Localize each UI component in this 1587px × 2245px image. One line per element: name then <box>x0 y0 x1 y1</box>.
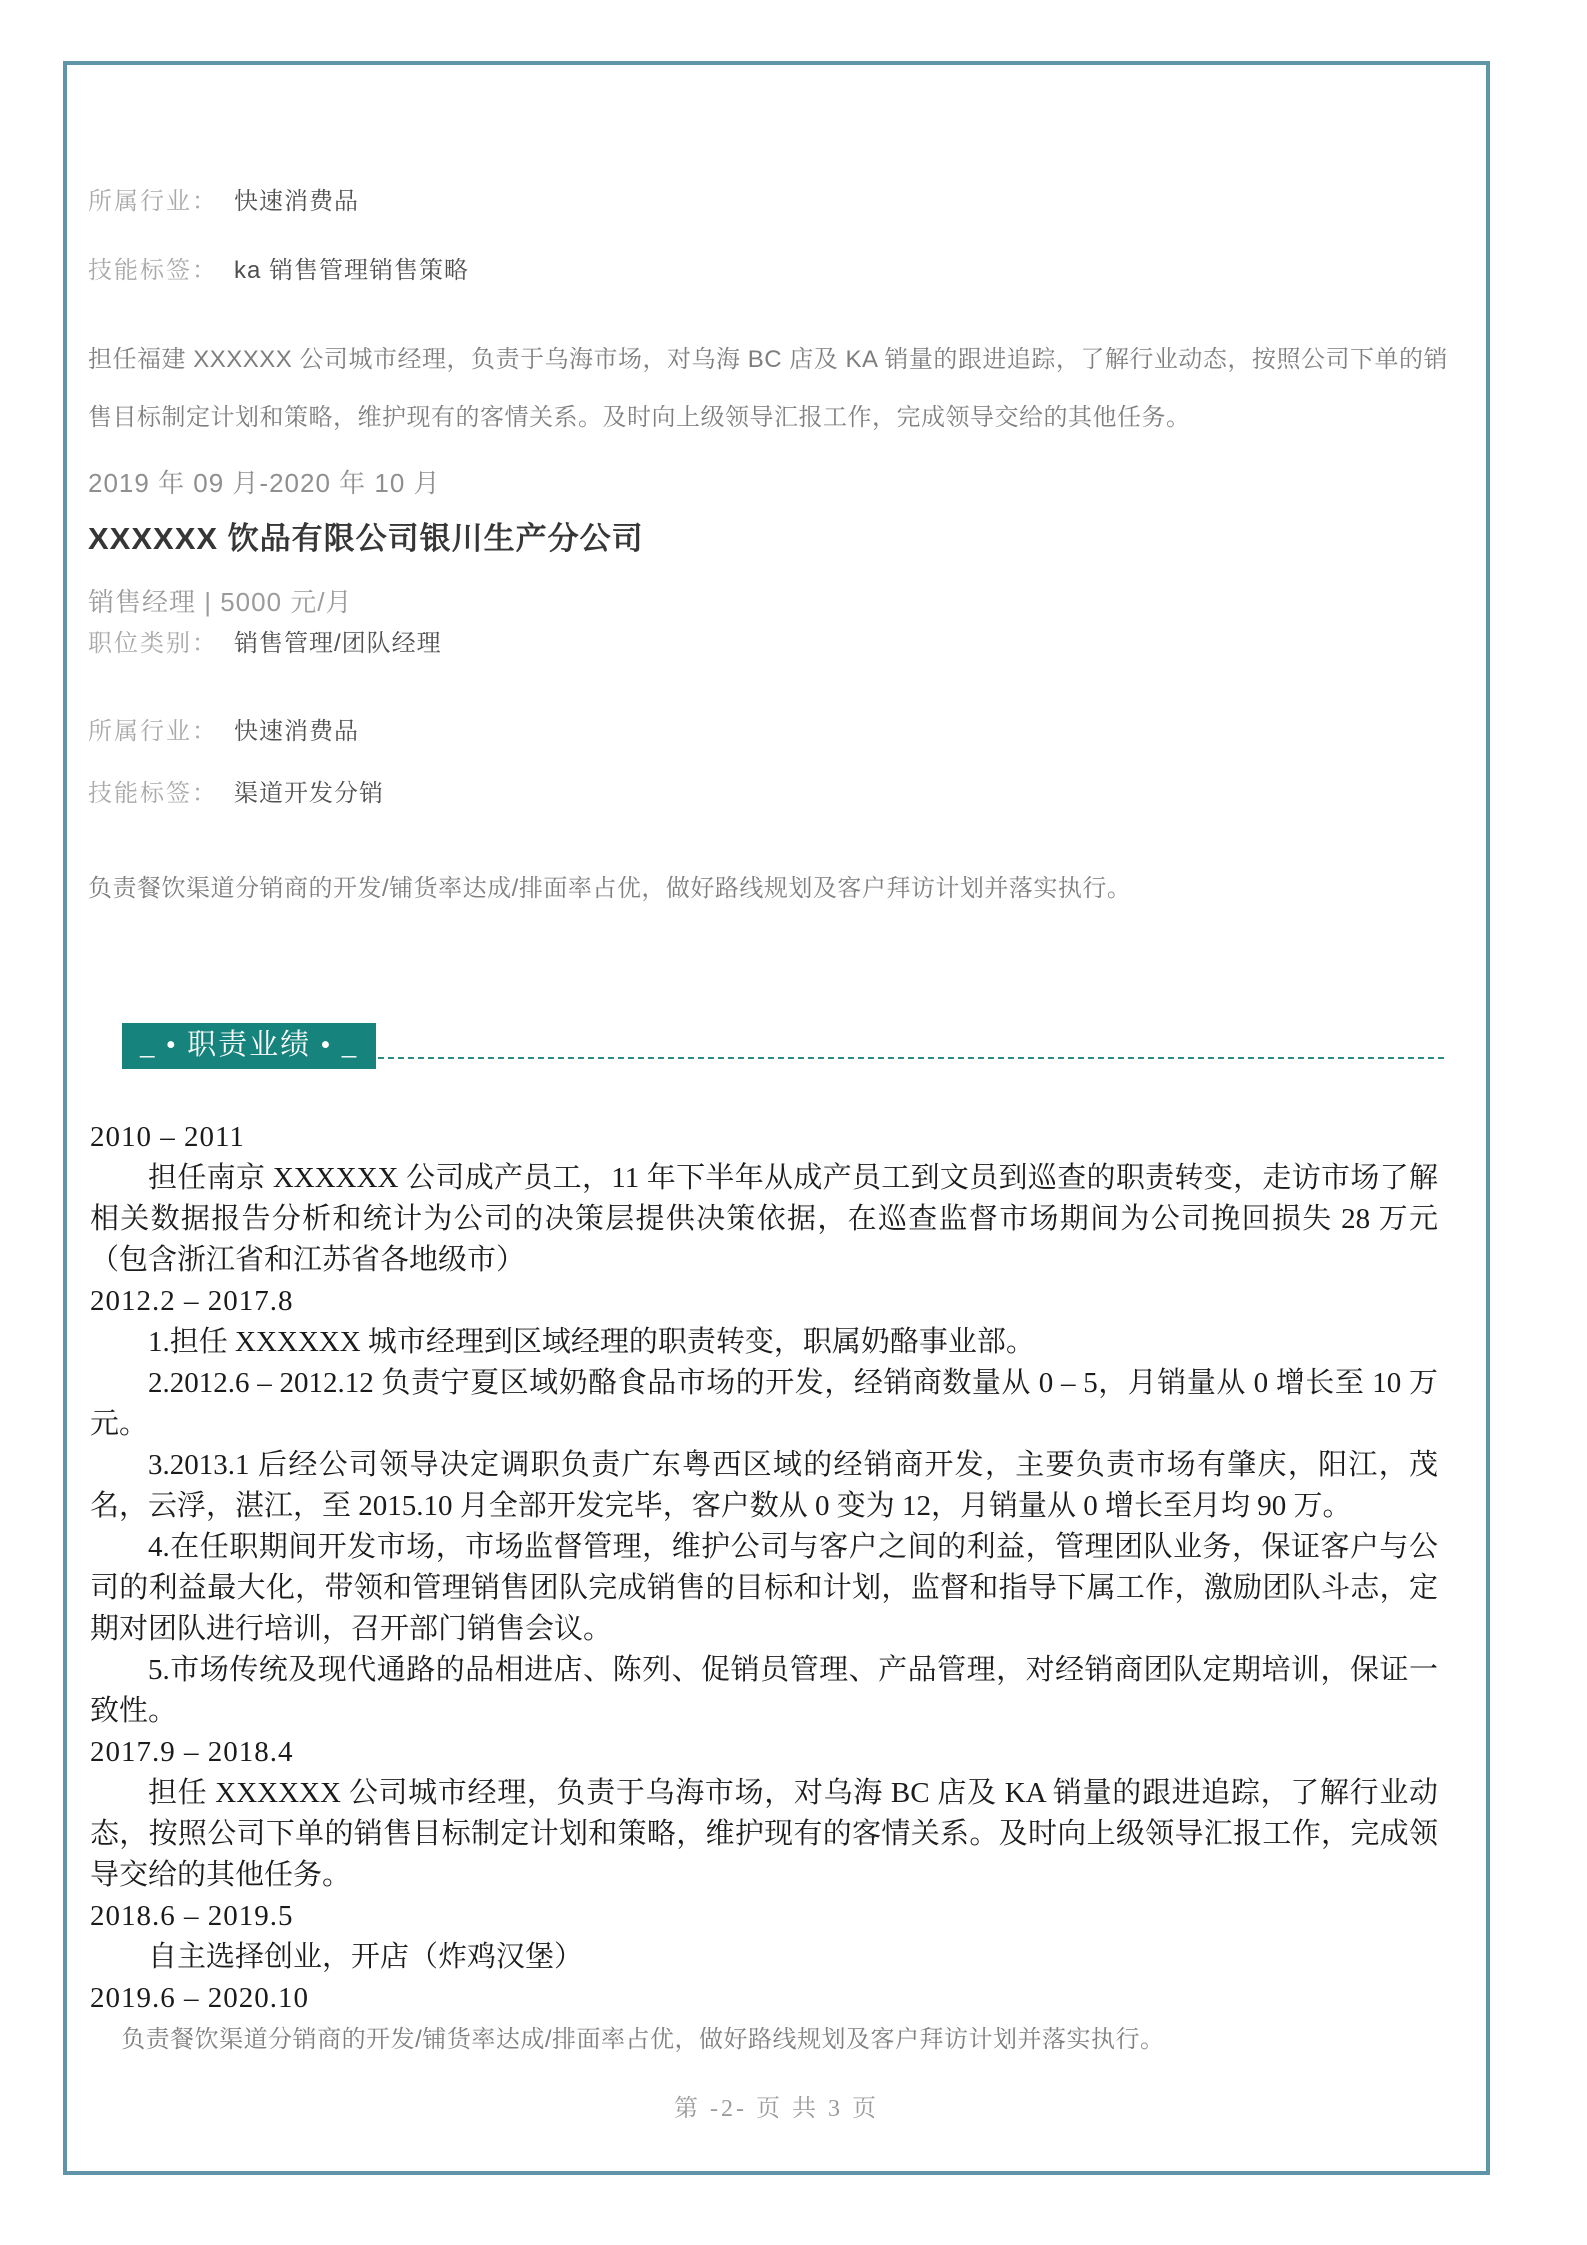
skills-value: 渠道开发分销 <box>234 780 384 807</box>
achievement-date-range: 2010 – 2011 <box>90 1121 245 1153</box>
section-header <box>122 1023 1448 1069</box>
industry-field <box>88 717 1448 746</box>
achievement-text: 担任 XXXXXX 公司城市经理，负责于乌海市场，对乌海 BC 店及 KA 销量的跟进追踪，了解行业动态，按照公司下单的销售目标制定计划和策略，维护现有的客情关系。及时向上级领导汇报工作，完成领导交给的其他任务。 <box>90 1777 1438 1891</box>
page-content <box>67 65 1486 2171</box>
achievement-date-range: 2019.6 – 2020.10 <box>90 1982 309 2014</box>
skills-field <box>88 779 1448 808</box>
skills-value: ka 销售管理销售策略 <box>234 257 470 284</box>
industry-value: 快速消费品 <box>234 718 359 745</box>
industry-label: 所属行业： <box>88 188 218 215</box>
achievement-text: 负责餐饮渠道分销商的开发/铺货率达成/排面率占优，做好路线规划及客户拜访计划并落实执行。 <box>121 2026 1165 2053</box>
achievement-date-range: 2018.6 – 2019.5 <box>90 1900 294 1932</box>
achievement-text: 4.在任职期间开发市场，市场监督管理，维护公司与客户之间的利益，管理团队业务，保证客户与公司的利益最大化，带领和管理销售团队完成销售的目标和计划，监督和指导下属工作，激励团队斗志，定期对团队进行培训，召开部门销售会议。 <box>90 1531 1438 1645</box>
achievement-date-range: 2017.9 – 2018.4 <box>90 1736 294 1768</box>
industry-label: 所属行业： <box>88 718 218 745</box>
achievement-text: 2.2012.6 – 2012.12 负责宁夏区域奶酪食品市场的开发，经销商数量从 0 – 5，月销量从 0 增长至 10 万元。 <box>90 1367 1438 1440</box>
section-title-badge: _ • 职责业绩 • _ <box>122 1023 376 1069</box>
achievement-text: 自主选择创业，开店（炸鸡汉堡） <box>148 1941 584 1973</box>
industry-field <box>88 187 1448 216</box>
category-field <box>88 629 1448 658</box>
position-salary: 销售经理 | 5000 元/月 <box>88 587 353 617</box>
skills-label: 技能标签： <box>88 780 218 807</box>
skills-label: 技能标签： <box>88 257 218 284</box>
achievement-date-range: 2012.2 – 2017.8 <box>90 1285 294 1317</box>
page-border <box>63 61 1490 2175</box>
achievement-text: 5.市场传统及现代通路的品相进店、陈列、促销员管理、产品管理，对经销商团队定期培训，保证一致性。 <box>90 1654 1438 1727</box>
job-date-range: 2019 年 09 月-2020 年 10 月 <box>88 468 441 498</box>
achievement-text: 3.2013.1 后经公司领导决定调职负责广东粤西区域的经销商开发，主要负责市场有肇庆，阳江，茂名，云浮，湛江，至 2015.10 月全部开发完毕，客户数从 0 变为 12，月销量从 0 增长至月均 90 万。 <box>90 1449 1438 1522</box>
skills-field <box>88 256 1448 285</box>
job-summary: 负责餐饮渠道分销商的开发/铺货率达成/排面率占优，做好路线规划及客户拜访计划并落实执行。 <box>88 875 1132 902</box>
page-number: 第 -2- 页 共 3 页 <box>674 2096 879 2122</box>
industry-value: 快速消费品 <box>234 188 359 215</box>
achievement-text: 1.担任 XXXXXX 城市经理到区域经理的职责转变，职属奶酪事业部。 <box>148 1326 1035 1358</box>
achievement-text: 担任南京 XXXXXX 公司成产员工，11 年下半年从成产员工到文员到巡查的职责转变，走访市场了解相关数据报告分析和统计为公司的决策层提供决策依据，在巡查监督市场期间为公司挽回损失 28 万元（包含浙江省和江苏省各地级市） <box>90 1162 1438 1276</box>
job-summary: 担任福建 XXXXXX 公司城市经理，负责于乌海市场，对乌海 BC 店及 KA 销量的跟进追踪，了解行业动态，按照公司下单的销售目标制定计划和策略，维护现有的客情关系。及时向上级领导汇报工作，完成领导交给的其他任务。 <box>88 346 1448 431</box>
achievements-list <box>90 1117 1438 2060</box>
category-value: 销售管理/团队经理 <box>234 630 442 657</box>
category-label: 职位类别： <box>88 630 218 657</box>
company-name: XXXXXX 饮品有限公司银川生产分公司 <box>88 521 644 556</box>
section-divider-line <box>378 1057 1444 1059</box>
